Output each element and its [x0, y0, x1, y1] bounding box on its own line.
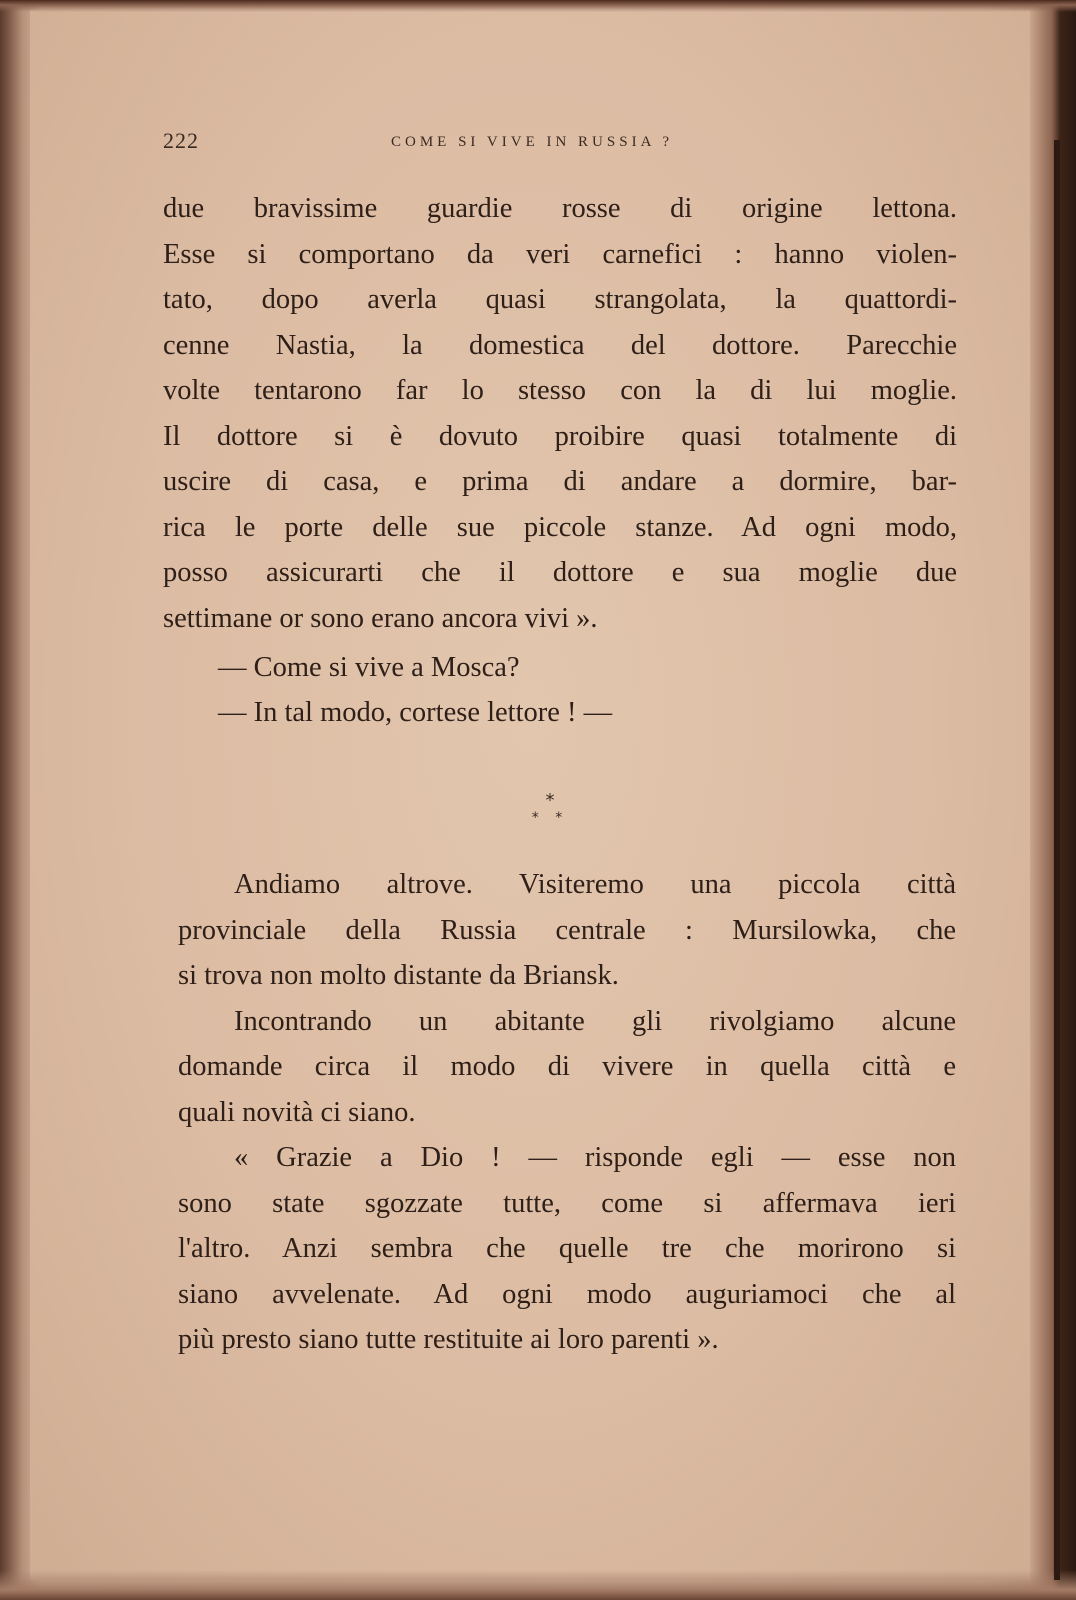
binding-edge [1054, 140, 1060, 1580]
text-line: volte tentarono far lo stesso con la di lui moglie. [163, 375, 957, 406]
text-line: domande circa il modo di vivere in quella città e [178, 1051, 956, 1082]
text-line: uscire di casa, e prima di andare a dormire, bar- [163, 466, 957, 497]
text-line: Il dottore si è dovuto proibire quasi totalmente di [163, 420, 957, 452]
text-line: due bravissime guardie rosse di origine lettona. [163, 193, 957, 224]
text-line: provinciale della Russia centrale : Mursilowka, che [178, 914, 956, 946]
text-line: rica le porte delle sue piccole stanze. Ad ogni modo, [163, 511, 957, 543]
text-line: quali novità ci siano. [178, 1096, 416, 1128]
text-line: si trova non molto distante da Briansk. [178, 960, 619, 991]
text-line: cenne Nastia, la domestica del dottore. Parecchie [163, 329, 957, 361]
text-line: tato, dopo averla quasi strangolata, la quattordi- [163, 284, 957, 315]
asterism-bottom: * * [531, 810, 569, 826]
running-head: COME SI VIVE IN RUSSIA ? [391, 134, 673, 150]
page-number: 222 [163, 128, 199, 153]
section-break-asterism [520, 792, 580, 826]
text-line: Andiamo altrove. Visiteremo una piccola città [234, 869, 956, 900]
bottom-page-edge [0, 1570, 1076, 1600]
text-line: l'altro. Anzi sembra che quelle tre che morirono si [178, 1233, 956, 1264]
dialogue-line: — In tal modo, cortese lettore ! — [218, 697, 613, 728]
page-header [163, 128, 943, 168]
top-page-edge [0, 0, 1076, 12]
text-line: sono state sgozzate tutte, come si affermava ieri [178, 1187, 956, 1219]
text-line: « Grazie a Dio ! — risponde egli — esse non [234, 1142, 956, 1173]
text-line: Esse si comportano da veri carnefici : hanno violen- [163, 238, 957, 270]
text-line: più presto siano tutte restituite ai loro parenti ». [178, 1324, 719, 1355]
text-line: posso assicurarti che il dottore e sua moglie due [163, 557, 957, 588]
dialogue-line: — Come si vive a Mosca? [218, 652, 520, 683]
text-line: siano avvelenate. Ad ogni modo auguriamoci che al [178, 1278, 956, 1310]
asterism-top: * [545, 790, 555, 811]
text-line: settimane or sono erano ancora vivi ». [163, 602, 598, 634]
paragraph-continued [163, 186, 957, 641]
text-line: Incontrando un abitante gli rivolgiamo alcune [234, 1005, 956, 1037]
section-text [178, 862, 956, 1363]
